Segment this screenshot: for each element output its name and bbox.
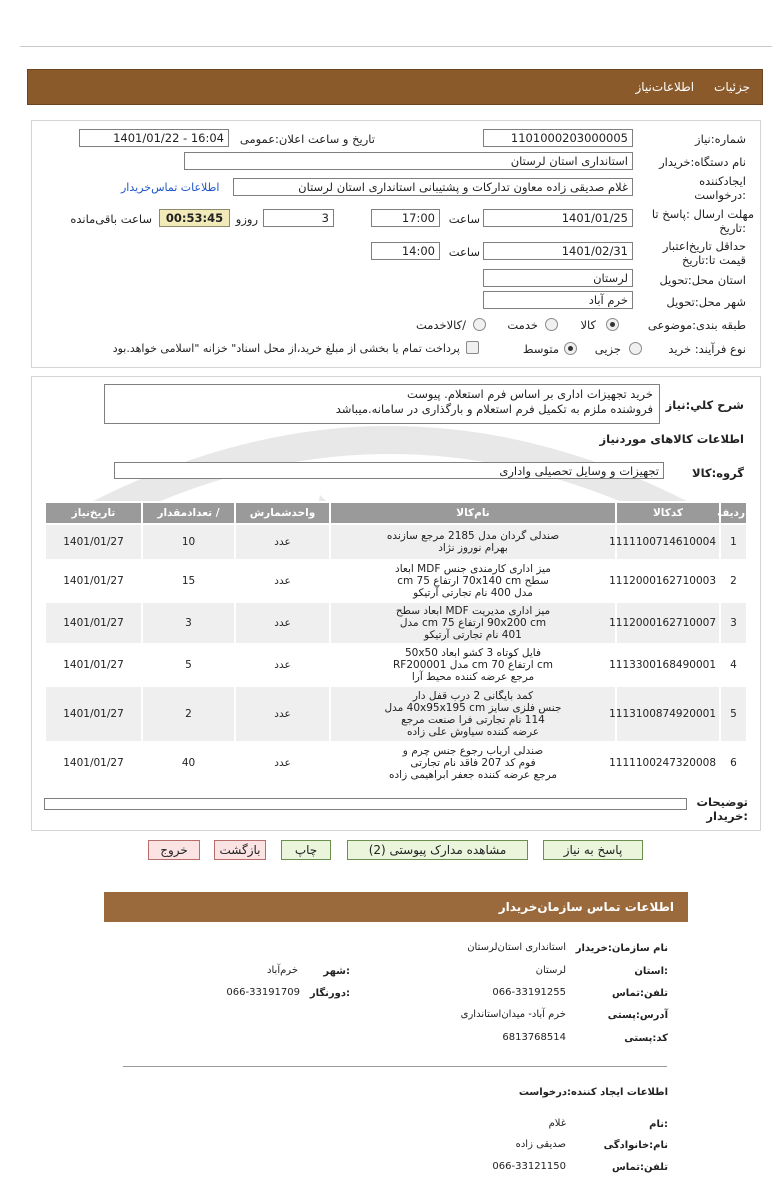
creator-phone-label: تلفن:تماس bbox=[611, 1162, 668, 1173]
col-unit: واحدشمارش bbox=[235, 502, 330, 524]
category-radio-service[interactable] bbox=[545, 318, 558, 331]
cell-name bbox=[330, 602, 616, 644]
item-name-line: فایل کوتاه 3 کشو ابعاد 50x50 bbox=[404, 647, 542, 659]
item-name-line: مرجع عرضه کننده محیط آرا bbox=[411, 671, 535, 683]
validity-date-field: 1401/02/31 bbox=[483, 242, 633, 260]
creator-info-title: اطلاعات ایجاد کننده:درخواست bbox=[518, 1087, 668, 1098]
col-row: ردیف bbox=[720, 502, 747, 524]
cell-date: 1401/01/27 bbox=[45, 560, 142, 602]
cell-date: 1401/01/27 bbox=[45, 524, 142, 560]
contact-phone-value: 066-33191255 bbox=[492, 987, 566, 998]
remaining-time-label: ساعت باقی‌مانده bbox=[70, 212, 152, 226]
item-name-line: فوم کد 207 فاقد نام تجارتی bbox=[410, 757, 536, 769]
category-radio-goods[interactable] bbox=[606, 318, 619, 331]
need-number-field: 1101000203000005 bbox=[483, 129, 633, 147]
goods-table-body bbox=[45, 524, 747, 784]
reply-button[interactable]: پاسخ به نیاز bbox=[543, 840, 643, 860]
cell-qty: 10 bbox=[142, 524, 235, 560]
contact-org-value: استانداری استان‌لرستان bbox=[467, 942, 566, 953]
contact-city-label: :شهر bbox=[323, 966, 350, 977]
cell-date: 1401/01/27 bbox=[45, 742, 142, 784]
buyer-contact-link[interactable]: اطلاعات تماس‌خریدار bbox=[121, 181, 220, 194]
item-name-line: 401 نام تجارتی آرتیکو bbox=[424, 629, 522, 641]
cell-date: 1401/01/27 bbox=[45, 602, 142, 644]
item-name-line: cm ارتفاع 70 cm مدل RF200001 bbox=[393, 659, 553, 671]
cell-row: 3 bbox=[720, 602, 747, 644]
table-row bbox=[45, 524, 747, 560]
announce-datetime-field: 1401/01/22 - 16:04 bbox=[79, 129, 229, 147]
goods-table bbox=[44, 501, 748, 785]
creator-first-name-label: :نام bbox=[649, 1119, 668, 1130]
item-name-line: کمد بایگانی 2 درب قفل دار bbox=[412, 690, 534, 702]
contact-address-value: خرم آباد- میدان‌استانداری bbox=[460, 1009, 566, 1020]
treasury-payment-note: پرداخت تمام یا بخشی از مبلغ خرید،از محل اسناد" خزانه "اسلامی خواهد.بود bbox=[112, 342, 460, 355]
cell-code: 1111100714610004 bbox=[616, 524, 720, 560]
tab-details[interactable]: جزئیات bbox=[714, 80, 750, 94]
cell-row: 6 bbox=[720, 742, 747, 784]
contact-province-value: لرستان bbox=[535, 965, 566, 976]
table-row bbox=[45, 560, 747, 602]
validity-time-field: 14:00 bbox=[371, 242, 440, 260]
process-option-partial: جزیی bbox=[594, 342, 621, 356]
goods-group-field: تجهیزات و وسایل تحصیلی واداری bbox=[114, 462, 664, 479]
cell-row: 1 bbox=[720, 524, 747, 560]
print-button[interactable]: چاپ bbox=[281, 840, 331, 860]
category-option-goods: کالا bbox=[580, 318, 596, 332]
cell-name bbox=[330, 686, 616, 742]
buyer-notes-label-2: :خریدار bbox=[706, 809, 748, 823]
creator-field: غلام صدیقی زاده معاون تدارکات و پشتیبانی استانداری استان لرستان bbox=[233, 178, 633, 196]
table-row bbox=[45, 686, 747, 742]
process-radio-medium[interactable] bbox=[564, 342, 577, 355]
city-field: خرم آباد bbox=[483, 291, 633, 309]
contact-section-title: اطلاعات تماس سازمان‌خریدار bbox=[104, 892, 688, 922]
cell-row: 2 bbox=[720, 560, 747, 602]
cell-date: 1401/01/27 bbox=[45, 686, 142, 742]
cell-name bbox=[330, 524, 616, 560]
item-name-line: صندلی گردان مدل 2185 مرجع سازنده bbox=[386, 530, 560, 542]
city-label: شهر محل:تحویل bbox=[666, 295, 746, 309]
days-remaining-field: 3 bbox=[263, 209, 334, 227]
contact-fax-value: 066-33191709 bbox=[226, 987, 300, 998]
col-qty: / تعدادمقدار bbox=[142, 502, 235, 524]
announce-label: تاریخ و ساعت اعلان:عمومی bbox=[239, 132, 375, 146]
creator-last-name-label: نام:خانوادگی bbox=[603, 1140, 668, 1151]
cell-qty: 3 bbox=[142, 602, 235, 644]
province-label: استان محل:تحویل bbox=[659, 273, 746, 287]
cell-row: 4 bbox=[720, 644, 747, 686]
item-name-line: 114 نام تجارتی فرا صنعت مرجع bbox=[401, 714, 545, 726]
view-attachments-button[interactable]: مشاهده مدارک پیوستی (2) bbox=[347, 840, 528, 860]
item-name-line: عرضه کننده سیاوش علی زاده bbox=[406, 726, 539, 738]
cell-name bbox=[330, 644, 616, 686]
cell-unit: عدد bbox=[235, 742, 330, 784]
contact-fax-label: :دورنگار bbox=[309, 988, 350, 999]
validity-label-1: حداقل تاریخ‌اعتبار bbox=[662, 239, 746, 253]
col-name: نام‌کالا bbox=[330, 502, 616, 524]
summary-line-1: خرید تجهیزات اداری بر اساس فرم استعلام. پیوست bbox=[406, 387, 653, 401]
buyer-org-field: استانداری استان لرستان bbox=[184, 152, 633, 170]
cell-date: 1401/01/27 bbox=[45, 644, 142, 686]
category-option-service: خدمت bbox=[507, 318, 538, 332]
goods-group-label: گروه:کالا bbox=[692, 466, 744, 480]
item-name-line: میز اداری کارمندی جنس MDF ابعاد bbox=[395, 563, 551, 575]
table-row bbox=[45, 644, 747, 686]
deadline-label-2: :تاریخ bbox=[719, 221, 746, 235]
creator-label-1: ایجادکننده bbox=[699, 174, 746, 188]
item-name-line: جنس فلزی سایز 40x95x195 cm مدل bbox=[384, 702, 562, 714]
cell-qty: 15 bbox=[142, 560, 235, 602]
process-label: نوع فرآیند: خرید bbox=[668, 342, 746, 356]
contact-province-label: :استان bbox=[634, 966, 668, 977]
item-name-line: میز اداری مدیریت MDF ابعاد سطح bbox=[395, 605, 551, 617]
process-radio-partial[interactable] bbox=[629, 342, 642, 355]
cell-unit: عدد bbox=[235, 524, 330, 560]
contact-postal-value: 6813768514 bbox=[502, 1032, 566, 1043]
creator-phone-value: 066-33121150 bbox=[492, 1161, 566, 1172]
cell-name bbox=[330, 560, 616, 602]
header-tabs bbox=[27, 69, 763, 105]
validity-label-2: قیمت تا:تاریخ bbox=[681, 253, 746, 267]
cell-row: 5 bbox=[720, 686, 747, 742]
item-name-line: بهرام نوروز نژاد bbox=[438, 542, 508, 554]
cell-qty: 40 bbox=[142, 742, 235, 784]
cell-code: 1113300168490001 bbox=[616, 644, 720, 686]
validity-time-label: ساعت bbox=[448, 245, 480, 259]
category-option-goods-service: /کالاخدمت bbox=[415, 318, 466, 332]
contact-org-label: نام سازمان:خریدار bbox=[575, 943, 668, 954]
summary-line-2: فروشنده ملزم به تکمیل فرم استعلام و بارگذاری در سامانه.میباشد bbox=[335, 402, 653, 416]
creator-label-2: :درخواست bbox=[694, 188, 746, 202]
cell-code: 1112000162710007 bbox=[616, 602, 720, 644]
contact-phone-label: تلفن:تماس bbox=[611, 988, 668, 999]
goods-section-title: اطلاعات کالاهای موردنیاز bbox=[599, 432, 744, 446]
deadline-time-label: ساعت bbox=[448, 212, 480, 226]
cell-code: 1111100247320008 bbox=[616, 742, 720, 784]
goods-table-header bbox=[45, 502, 747, 524]
cell-unit: عدد bbox=[235, 686, 330, 742]
process-option-medium: متوسط bbox=[522, 342, 559, 356]
contact-postal-label: کد:پستی bbox=[624, 1033, 668, 1044]
province-field: لرستان bbox=[483, 269, 633, 287]
contact-city-value: خرم‌آباد bbox=[267, 965, 298, 976]
summary-label: شرح کلي:نياز bbox=[665, 398, 744, 412]
cell-name bbox=[330, 742, 616, 784]
cell-qty: 2 bbox=[142, 686, 235, 742]
buyer-notes-label-1: توضیحات bbox=[696, 795, 748, 809]
cell-code: 1113100874920001 bbox=[616, 686, 720, 742]
cell-unit: عدد bbox=[235, 602, 330, 644]
contact-address-label: آدرس:پستی bbox=[607, 1010, 668, 1021]
remaining-time-badge: 00:53:45 bbox=[159, 209, 230, 227]
creator-first-name-value: غلام bbox=[548, 1118, 566, 1129]
category-label: طبقه بندی:موضوعی bbox=[647, 318, 746, 332]
back-button[interactable]: بازگشت bbox=[214, 840, 266, 860]
deadline-label-1: مهلت ارسال :پاسخ تا bbox=[651, 207, 754, 221]
summary-textarea bbox=[104, 384, 660, 424]
creator-last-name-value: صدیقی زاده bbox=[515, 1139, 566, 1150]
buyer-notes-field bbox=[44, 798, 687, 810]
item-name-line: مدل 400 نام تجارتی آرتیکو bbox=[413, 587, 533, 599]
top-divider bbox=[20, 46, 772, 47]
days-label: روزو bbox=[235, 212, 258, 226]
table-row bbox=[45, 602, 747, 644]
need-number-label: شماره:نیاز bbox=[695, 132, 746, 146]
cell-unit: عدد bbox=[235, 644, 330, 686]
col-code: کدکالا bbox=[616, 502, 720, 524]
deadline-time-field: 17:00 bbox=[371, 209, 440, 227]
item-name-line: صندلی ارباب رجوع جنس چرم و bbox=[402, 745, 544, 757]
tab-need-info[interactable]: اطلاعات‌نیاز bbox=[635, 80, 695, 94]
cell-unit: عدد bbox=[235, 560, 330, 602]
contact-divider bbox=[123, 1066, 667, 1067]
col-date: تاریخ‌نیاز bbox=[45, 502, 142, 524]
exit-button[interactable]: خروج bbox=[148, 840, 200, 860]
item-name-line: سطح 70x140 cm ارتفاع 75 cm bbox=[397, 575, 549, 587]
cell-code: 1112000162710003 bbox=[616, 560, 720, 602]
table-row bbox=[45, 742, 747, 784]
category-radio-goods-service[interactable] bbox=[473, 318, 486, 331]
cell-qty: 5 bbox=[142, 644, 235, 686]
deadline-date-field: 1401/01/25 bbox=[483, 209, 633, 227]
treasury-payment-checkbox[interactable] bbox=[466, 341, 479, 354]
item-name-line: مرجع عرضه کننده جعفر ابراهیمی زاده bbox=[388, 769, 558, 781]
buyer-org-label: نام دستگاه:خریدار bbox=[659, 155, 746, 169]
item-name-line: 90x200 cm ارتفاع 75 cm مدل bbox=[399, 617, 547, 629]
